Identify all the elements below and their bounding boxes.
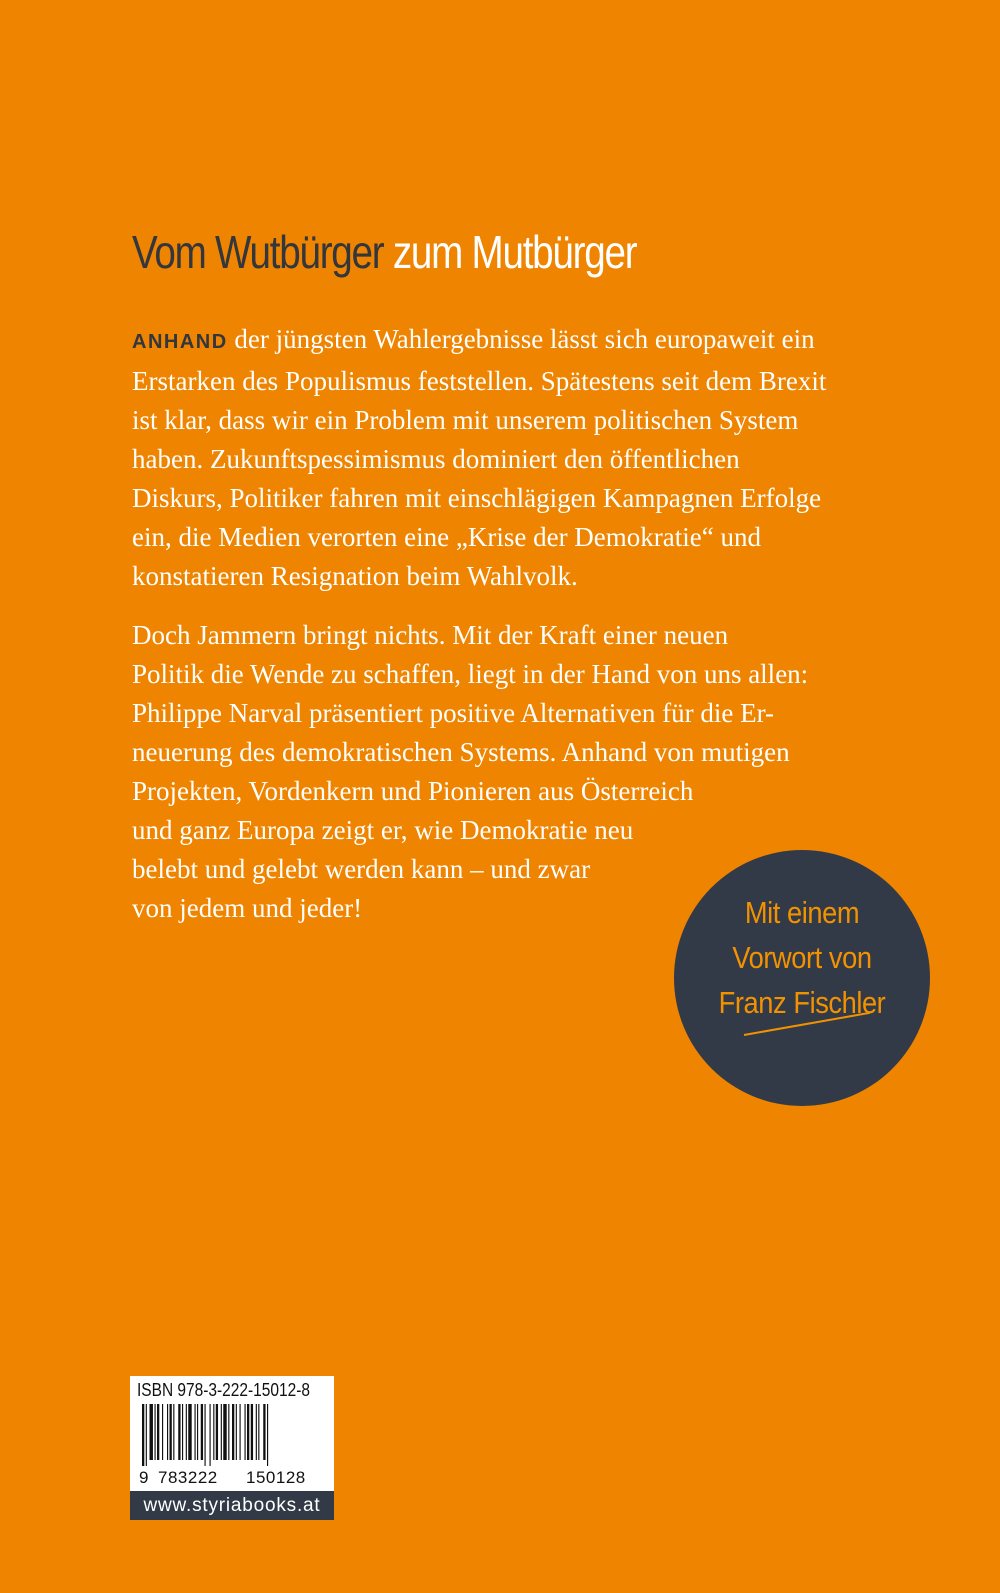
barcode-bar [240,1404,241,1460]
foreword-badge [674,850,930,1106]
badge-line-1: Mit einem [744,895,860,930]
blurb-paragraph-1 [132,320,872,596]
blurb-line: Diskurs, Politiker fahren mit einschlägigen Kampagnen Erfolge [132,483,822,513]
barcode-bar [213,1404,214,1460]
blurb-line: belebt und gelebt werden kann – und zwar [132,854,591,884]
blurb-line: Projekten, Vordenkern und Pionieren aus Österreich [132,776,694,806]
barcode-bar [236,1404,237,1460]
barcode-bar [245,1404,246,1460]
blurb-line-text: der jüngsten Wahlergebnisse lässt sich europaweit ein [227,324,815,354]
barcode-bar [201,1404,203,1460]
barcode-bar [173,1404,174,1460]
badge-line-3: Franz Fischler [718,985,886,1020]
blurb [132,320,872,928]
publisher-url[interactable]: www.styriabooks.at [130,1491,334,1520]
badge-text [674,890,930,1025]
blurb-line: Philippe Narval präsentiert positive Alternativen für die Er- [132,698,775,728]
blurb-line [132,320,872,362]
barcode-bar [146,1404,147,1466]
blurb-line: Erstarken des Populismus feststellen. Spätestens seit dem Brexit [132,366,827,396]
barcode-icon [138,1404,328,1466]
barcode-bar [155,1404,156,1460]
blurb-line: haben. Zukunftspessimismus dominiert den öffentlichen [132,444,740,474]
blurb-line: ein, die Medien verorten eine „Krise der Demokratie“ und [132,522,761,552]
barcode-bar [157,1404,159,1460]
ean-first-digit: 9 [139,1468,149,1487]
barcode-bar [251,1404,253,1460]
isbn-text: ISBN 978-3-222-15012-8 [137,1380,310,1400]
blurb-line: konstatieren Resignation beim Wahlvolk. [132,561,578,591]
blurb-line: ist klar, dass wir ein Problem mit unserem politischen System [132,405,799,435]
headline-part-2: zum Mutbürger [392,226,637,278]
barcode-bar [205,1404,206,1466]
barcode-bar [167,1404,168,1460]
barcode-bar [150,1404,153,1460]
blurb-line: von jedem und jeder! [132,893,363,923]
barcode-bar [188,1404,191,1460]
barcode-bar [247,1404,249,1460]
barcode-bar [197,1404,198,1460]
barcode-bar [170,1404,172,1460]
barcode-bar [178,1404,180,1460]
blurb-line: Doch Jammern bringt nichts. Mit der Kraft einer neuen [132,620,729,650]
barcode-bar [142,1404,144,1466]
barcode-bar [182,1404,183,1460]
barcode-bar [263,1404,265,1460]
barcode-bar [216,1404,218,1460]
ean-left-digits: 783222 [158,1468,218,1487]
barcode-bar [223,1404,226,1460]
headline [132,222,636,282]
barcode-bar [195,1404,196,1460]
blurb-line: Politik die Wende zu schaffen, liegt in der Hand von uns allen: [132,659,809,689]
barcode-bar [186,1404,187,1460]
barcode-bar [256,1404,257,1460]
badge-line-2: Vorwort von [732,940,872,975]
barcode-bar [232,1404,234,1460]
blurb-line: neuerung des demokratischen Systems. Anhand von mutigen [132,737,790,767]
barcode-bar [162,1404,163,1460]
barcode-bar [221,1404,222,1460]
lead-word: ANHAND [132,331,228,353]
barcode-box [130,1376,334,1520]
barcode-bar [258,1404,259,1460]
headline-part-1: Vom Wutbürger [132,226,384,278]
ean-right-digits: 150128 [246,1468,306,1487]
barcode-bar [267,1404,268,1466]
barcode-bar [210,1404,211,1466]
barcode-bar [228,1404,229,1460]
blurb-line: und ganz Europa zeigt er, wie Demokratie neu [132,815,634,845]
